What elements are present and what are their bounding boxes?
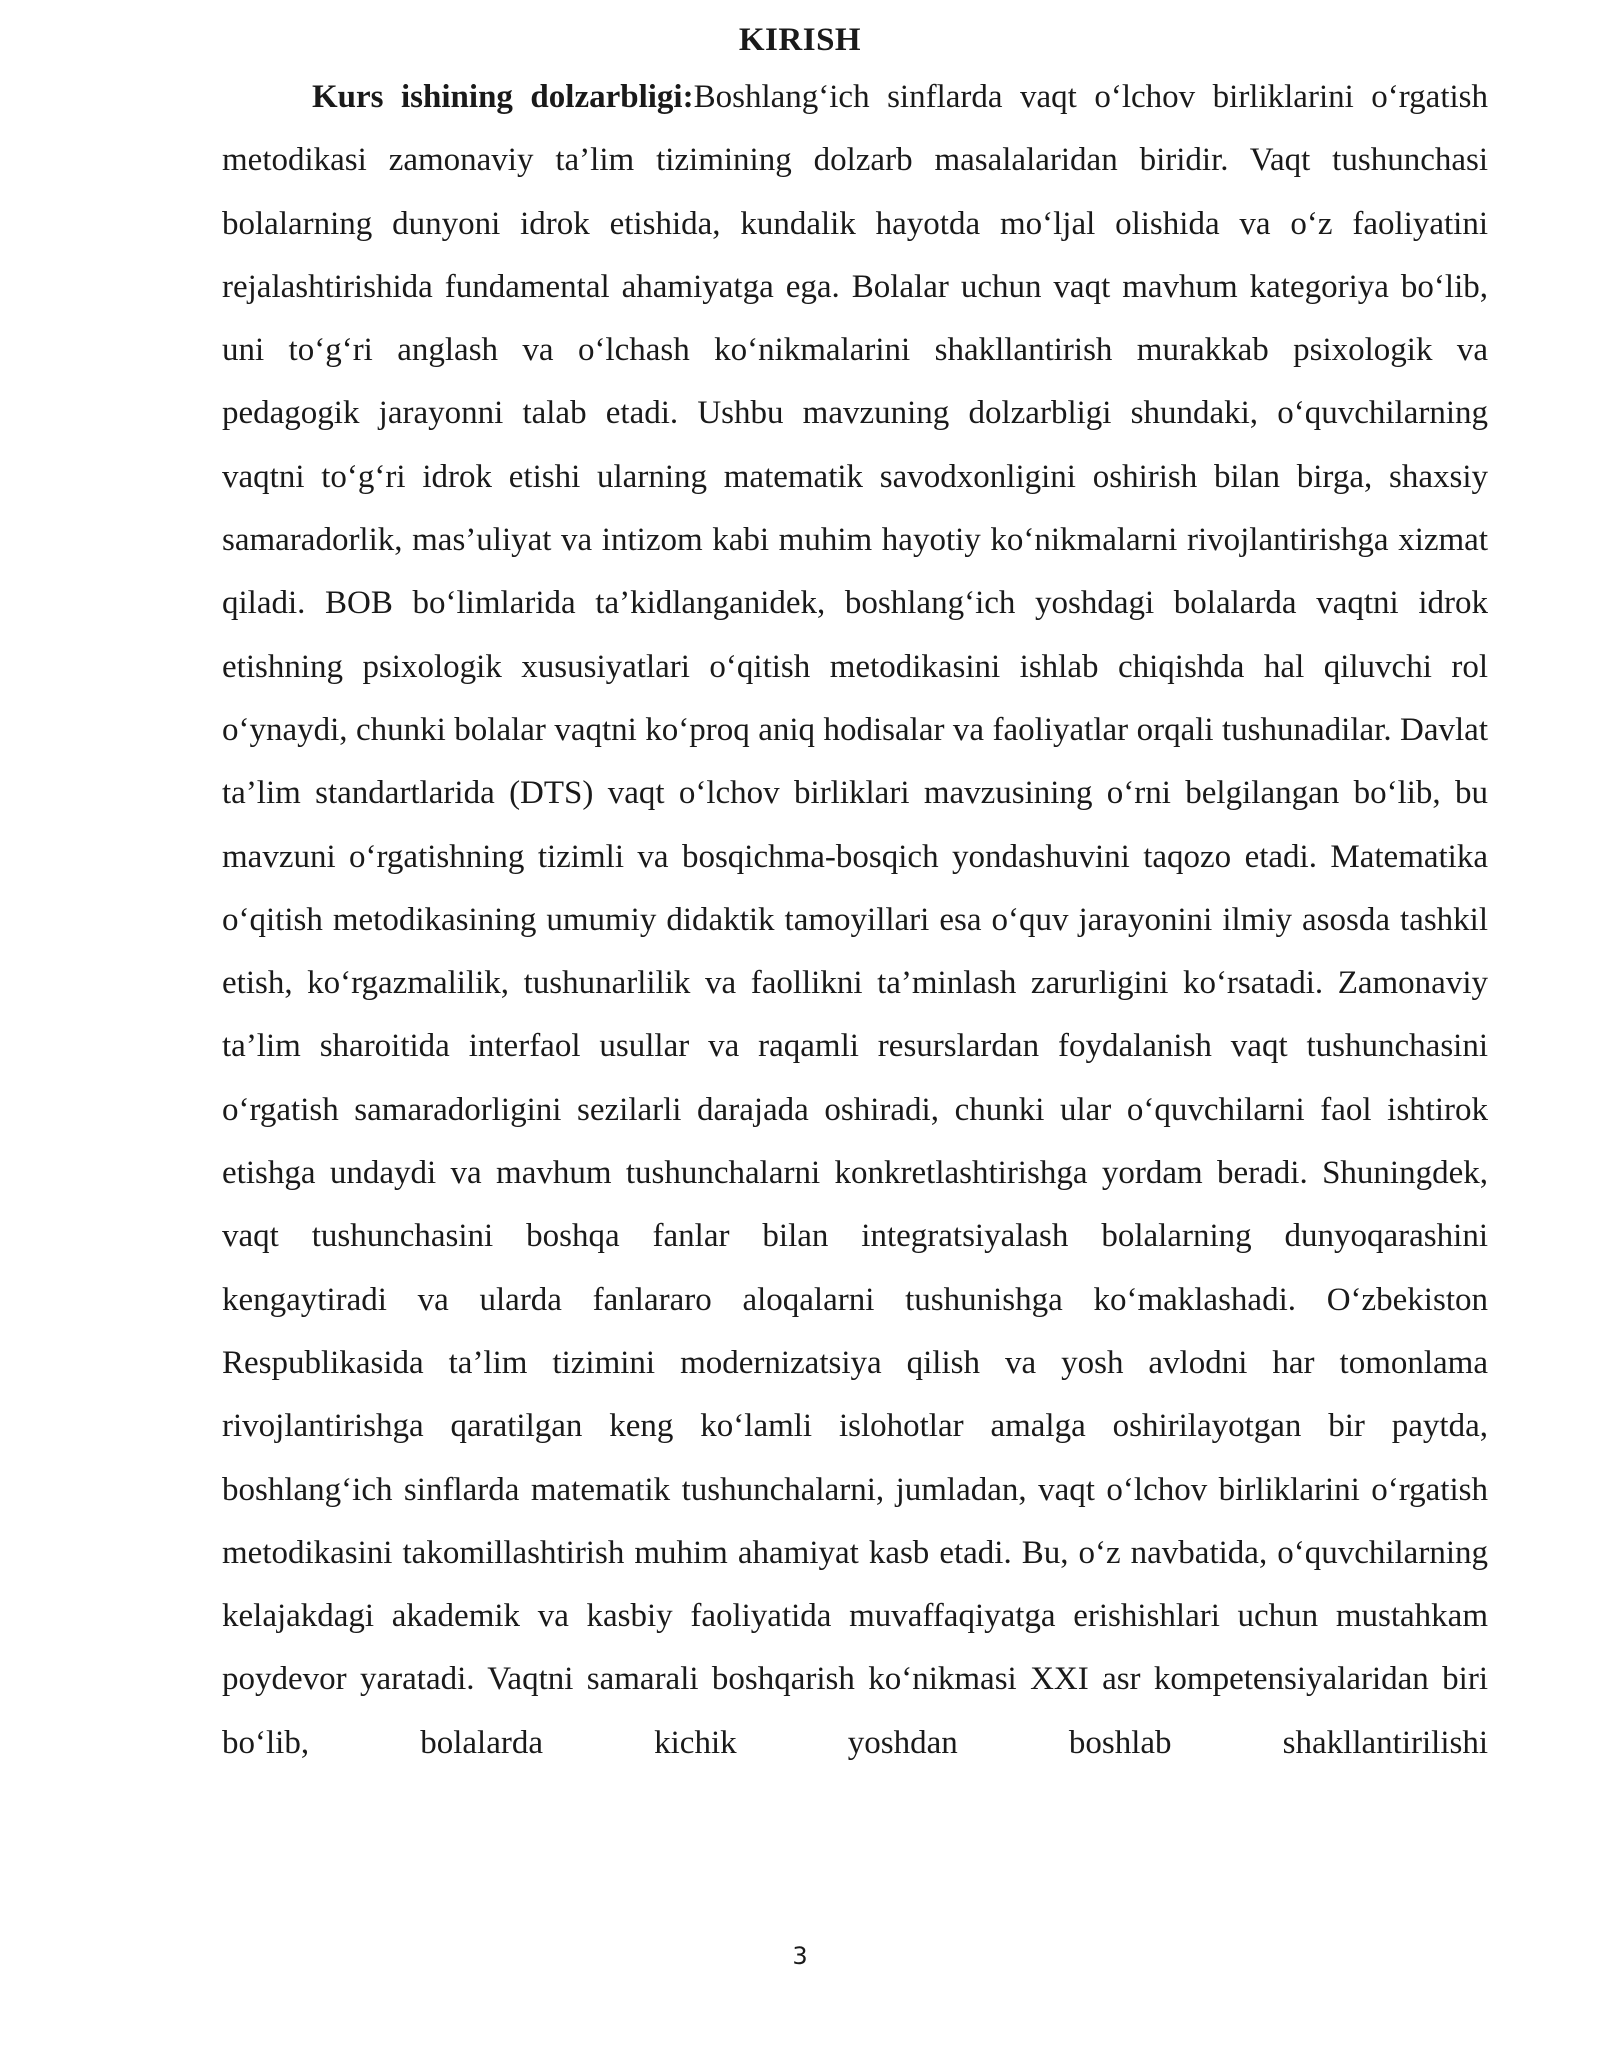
chapter-title: KIRISH — [738, 22, 862, 58]
lead-label: Kurs ishining dolzarbligi: — [312, 79, 694, 115]
paragraph-text: Boshlang‘ich sinflarda vaqt o‘lchov birliklarini o‘rgatish metodikasi zamonaviy ta’lim tizimining dolzarb masalalaridan biridir. Vaqt tushunchasi bolalarning dunyoni idrok etishida, kundalik hayotda mo‘ljal olishida va o‘z faoliyatini rejalashtirishida fundamental ahamiyatga ega. Bolalar uchun vaqt mavhum kategoriya bo‘lib, uni to‘g‘ri anglash va o‘lchash ko‘nikmalarini shakllantirish murakkab psixologik va pedagogik jarayonni talab etadi. Ushbu mavzuning dolzarbligi shundaki, o‘quvchilarning vaqtni to‘g‘ri idrok etishi ularning matematik savodxonligini oshirish bilan birga, shaxsiy samaradorlik, mas’uliyat va intizom kabi muhim hayotiy ko‘nikmalarni rivojlantirishga xizmat qiladi. BOB bo‘limlarida ta’kidlanganidek, boshlang‘ich yoshdagi bolalarda vaqtni idrok etishning psixologik xususiyatlari o‘qitish metodikasini ishlab chiqishda hal qiluvchi rol o‘ynaydi, chunki bolalar vaqtni ko‘proq aniq hodisalar va faoliyatlar orqali tushunadilar. Davlat ta’lim standartlarida (DTS) vaqt o‘lchov birliklari mavzusining o‘rni belgilangan bo‘lib, bu mavzuni o‘rgatishning tizimli va bosqichma-bosqich yondashuvini taqozo etadi. Matematika o‘qitish metodikasining umumiy didaktik tamoyillari esa o‘quv jarayonini ilmiy asosda tashkil etish, ko‘rgazmalilik, tushunarlilik va faollikni ta’minlash zarurligini ko‘rsatadi. Zamonaviy ta’lim sharoitida interfaol usullar va raqamli resurslardan foydalanish vaqt tushunchasini o‘rgatish samaradorligini sezilarli darajada oshiradi, chunki ular o‘quvchilarni faol ishtirok etishga undaydi va mavhum tushunchalarni konkretlashtirishga yordam beradi. Shuningdek, vaqt tushunchasini boshqa fanlar bilan integratsiyalash bolalarning dunyoqarashini kengaytiradi va ularda fanlararo aloqalarni tushunishga ko‘maklashadi. O‘zbekiston Respublikasida ta’lim tizimini modernizatsiya qilish va yosh avlodni har tomonlama rivojlantirishga qaratilgan keng ko‘lamli islohotlar amalga oshirilayotgan bir paytda, boshlang‘ich sinflarda matematik tushunchalarni, jumladan, vaqt o‘lchov birliklarini o‘rgatish metodikasini takomillashtirish muhim ahamiyat kasb etadi. Bu, o‘z navbatida, o‘quvchilarning kelajakdagi akademik va kasbiy faoliyatida muvaffaqiyatga erishishlari uchun mustahkam poydevor yaratadi. Vaqtni samarali boshqarish ko‘nikmasi XXI asr kompetensiyalaridan biri bo‘lib, bolalarda kichik yoshdan boshlab shakllantirilishi — [222, 79, 1488, 1761]
page-number: 3 — [792, 1942, 808, 1970]
body-paragraph — [222, 66, 1488, 1775]
